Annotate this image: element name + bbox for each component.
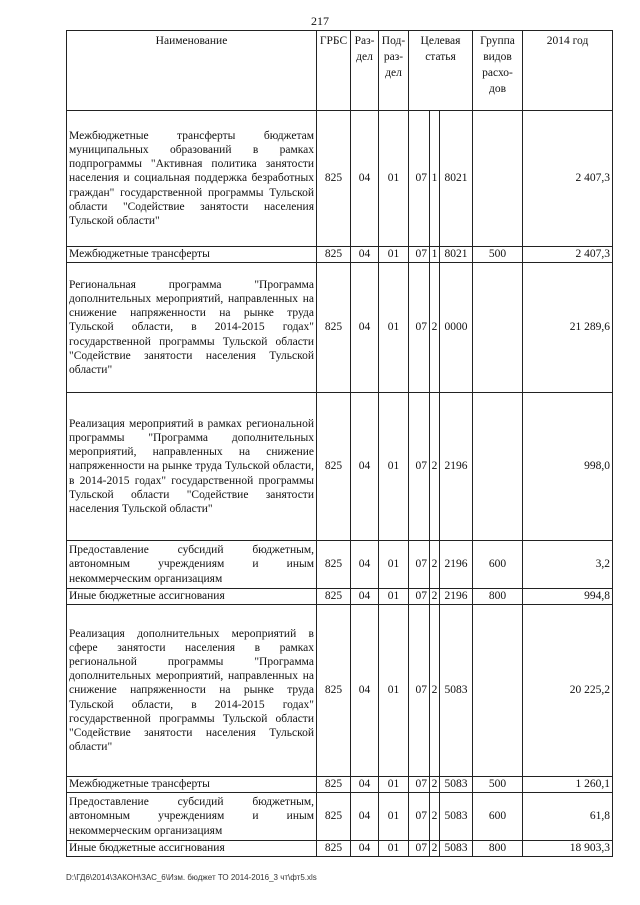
row-podrazdel: 01 [379, 541, 409, 589]
row-target-subprogram: 2 [430, 263, 440, 393]
row-name: Реализация мероприятий в рамках региональной программы "Программа дополнительных мероприятий, направленных на снижение напряженности на рынке труда Тульской области, в 2014-2015 годах" государственной программы Тульской области "Содействие занятости населения Тульской области" [67, 393, 317, 541]
row-grbs: 825 [317, 393, 351, 541]
row-podrazdel: 01 [379, 111, 409, 247]
row-target-code: 2196 [440, 541, 473, 589]
header-group: Группа видов расхо- дов [473, 31, 523, 111]
row-expense-group: 500 [473, 247, 523, 263]
header-grbs: ГРБС [317, 31, 351, 111]
row-amount: 1 260,1 [523, 777, 613, 793]
row-expense-group: 800 [473, 841, 523, 857]
row-target-program: 07 [409, 393, 430, 541]
row-amount: 3,2 [523, 541, 613, 589]
row-target-subprogram: 1 [430, 247, 440, 263]
row-podrazdel: 01 [379, 793, 409, 841]
row-expense-group: 600 [473, 541, 523, 589]
row-name: Региональная программа "Программа дополнительных мероприятий, направленных на снижение напряженности на рынке труда Тульской области, в 2014-2015 годах" государственной программы Тульской области "Содействие занятости населения Тульской области" [67, 263, 317, 393]
row-amount: 18 903,3 [523, 841, 613, 857]
row-target-code: 5083 [440, 777, 473, 793]
row-name: Межбюджетные трансферты [67, 247, 317, 263]
table-row [67, 111, 613, 247]
row-grbs: 825 [317, 589, 351, 605]
row-razdel: 04 [351, 793, 379, 841]
row-target-code: 8021 [440, 247, 473, 263]
row-grbs: 825 [317, 793, 351, 841]
table-row [67, 393, 613, 541]
row-grbs: 825 [317, 541, 351, 589]
row-grbs: 825 [317, 841, 351, 857]
row-target-program: 07 [409, 777, 430, 793]
header-target: Целевая статья [409, 31, 473, 111]
row-amount: 61,8 [523, 793, 613, 841]
row-name: Межбюджетные трансферты [67, 777, 317, 793]
row-target-code: 5083 [440, 605, 473, 777]
row-amount: 2 407,3 [523, 247, 613, 263]
row-expense-group [473, 393, 523, 541]
row-expense-group: 500 [473, 777, 523, 793]
table-row [67, 263, 613, 393]
row-grbs: 825 [317, 605, 351, 777]
row-name: Предоставление субсидий бюджетным, автономным учреждениям и иным некоммерческим организациям [67, 541, 317, 589]
row-podrazdel: 01 [379, 841, 409, 857]
header-year: 2014 год [523, 31, 613, 111]
row-target-code: 5083 [440, 793, 473, 841]
footer-path: D:\ГД6\2014\ЗАКОН\ЗАС_6\Изм. бюджет ТО 2014-2016_3 чт\фт5.xls [66, 873, 317, 882]
row-expense-group [473, 605, 523, 777]
row-target-program: 07 [409, 247, 430, 263]
budget-table [66, 30, 613, 857]
table-row [67, 793, 613, 841]
header-podrazdel: Под- раз- дел [379, 31, 409, 111]
row-target-subprogram: 2 [430, 793, 440, 841]
row-name: Иные бюджетные ассигнования [67, 841, 317, 857]
row-razdel: 04 [351, 841, 379, 857]
table-row [67, 605, 613, 777]
row-name: Реализация дополнительных мероприятий в сфере занятости населения в рамках региональной программы "Программа дополнительных мероприятий, направленных на снижение напряженности на рынке труда Тульской области, в 2014-2015 годах" государственной программы Тульской области "Содействие занятости населения Тульской области" [67, 605, 317, 777]
row-podrazdel: 01 [379, 589, 409, 605]
row-target-subprogram: 2 [430, 541, 440, 589]
row-target-program: 07 [409, 541, 430, 589]
row-target-code: 5083 [440, 841, 473, 857]
row-target-program: 07 [409, 793, 430, 841]
row-razdel: 04 [351, 605, 379, 777]
row-target-subprogram: 1 [430, 111, 440, 247]
row-razdel: 04 [351, 111, 379, 247]
row-razdel: 04 [351, 393, 379, 541]
row-razdel: 04 [351, 589, 379, 605]
row-target-subprogram: 2 [430, 393, 440, 541]
row-target-subprogram: 2 [430, 605, 440, 777]
row-target-subprogram: 2 [430, 589, 440, 605]
row-name: Иные бюджетные ассигнования [67, 589, 317, 605]
table-row [67, 777, 613, 793]
row-amount: 2 407,3 [523, 111, 613, 247]
row-amount: 994,8 [523, 589, 613, 605]
row-target-program: 07 [409, 263, 430, 393]
row-podrazdel: 01 [379, 777, 409, 793]
row-grbs: 825 [317, 247, 351, 263]
row-razdel: 04 [351, 247, 379, 263]
row-target-code: 8021 [440, 111, 473, 247]
row-amount: 20 225,2 [523, 605, 613, 777]
table-row [67, 841, 613, 857]
row-target-program: 07 [409, 111, 430, 247]
row-target-program: 07 [409, 589, 430, 605]
row-target-code: 2196 [440, 589, 473, 605]
row-razdel: 04 [351, 777, 379, 793]
row-expense-group [473, 111, 523, 247]
header-row [67, 31, 613, 111]
row-target-subprogram: 2 [430, 777, 440, 793]
row-amount: 21 289,6 [523, 263, 613, 393]
row-target-program: 07 [409, 841, 430, 857]
table-row [67, 247, 613, 263]
row-target-subprogram: 2 [430, 841, 440, 857]
row-target-program: 07 [409, 605, 430, 777]
row-name: Межбюджетные трансферты бюджетам муниципальных образований в рамках подпрограммы "Активная политика занятости населения и социальная поддержка безработных граждан" государственной программы Тульской области "Содействие занятости населения Тульской области" [67, 111, 317, 247]
row-razdel: 04 [351, 263, 379, 393]
row-expense-group: 600 [473, 793, 523, 841]
row-podrazdel: 01 [379, 605, 409, 777]
row-name: Предоставление субсидий бюджетным, автономным учреждениям и иным некоммерческим организациям [67, 793, 317, 841]
page-number: 217 [311, 14, 329, 28]
header-razdel: Раз- дел [351, 31, 379, 111]
row-amount: 998,0 [523, 393, 613, 541]
table-row [67, 589, 613, 605]
row-podrazdel: 01 [379, 393, 409, 541]
row-target-code: 0000 [440, 263, 473, 393]
row-expense-group: 800 [473, 589, 523, 605]
table-row [67, 541, 613, 589]
row-razdel: 04 [351, 541, 379, 589]
row-podrazdel: 01 [379, 263, 409, 393]
row-target-code: 2196 [440, 393, 473, 541]
row-expense-group [473, 263, 523, 393]
header-name: Наименование [67, 31, 317, 111]
row-podrazdel: 01 [379, 247, 409, 263]
row-grbs: 825 [317, 263, 351, 393]
row-grbs: 825 [317, 111, 351, 247]
row-grbs: 825 [317, 777, 351, 793]
